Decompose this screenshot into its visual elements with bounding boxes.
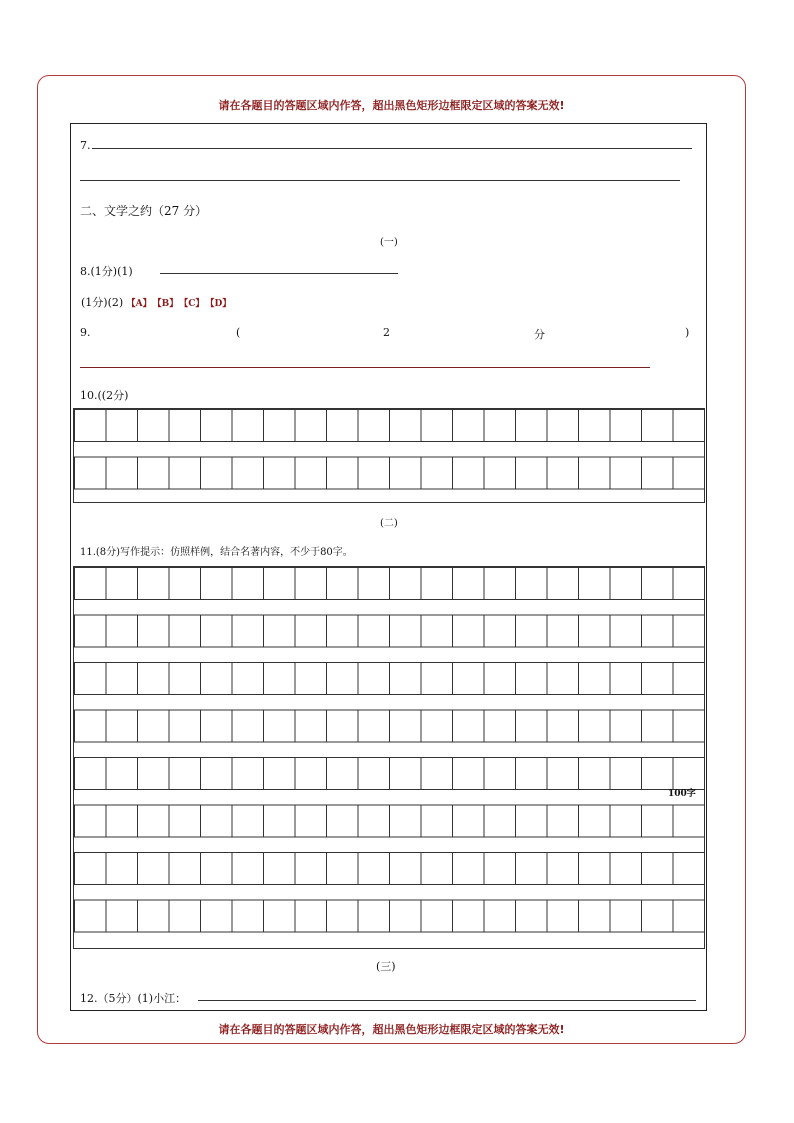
grid-svg — [74, 567, 704, 947]
grid-cell[interactable] — [390, 853, 422, 885]
grid-cell[interactable] — [201, 853, 233, 885]
grid-cell[interactable] — [390, 568, 422, 600]
grid-cell[interactable] — [75, 758, 107, 790]
grid-cell[interactable] — [169, 410, 201, 442]
grid-cell[interactable] — [327, 457, 359, 489]
grid-cell[interactable] — [484, 568, 516, 600]
grid-cell[interactable] — [327, 805, 359, 837]
grid-cell[interactable] — [264, 758, 296, 790]
grid-cell[interactable] — [169, 853, 201, 885]
q8-line2-label — [81, 294, 232, 310]
grid-cell[interactable] — [106, 457, 138, 489]
grid-cell[interactable] — [642, 457, 674, 489]
grid-cell[interactable] — [421, 758, 453, 790]
grid-cell[interactable] — [453, 805, 485, 837]
grid-cell[interactable] — [169, 457, 201, 489]
grid-cell[interactable] — [358, 615, 390, 647]
q11-writing-grid[interactable] — [73, 566, 705, 949]
grid-cell[interactable] — [358, 410, 390, 442]
part3-label: (三) — [376, 960, 396, 973]
grid-cell[interactable] — [484, 900, 516, 932]
grid-cell[interactable] — [453, 900, 485, 932]
grid-cell[interactable] — [421, 805, 453, 837]
grid-cell[interactable] — [421, 900, 453, 932]
grid-cell[interactable] — [138, 853, 170, 885]
grid-cell[interactable] — [327, 663, 359, 695]
grid-cell[interactable] — [579, 410, 611, 442]
grid-cell[interactable] — [421, 457, 453, 489]
grid-cell[interactable] — [75, 457, 107, 489]
grid-cell[interactable] — [547, 853, 579, 885]
grid-cell[interactable] — [106, 615, 138, 647]
grid-cell[interactable] — [547, 663, 579, 695]
grid-cell[interactable] — [579, 758, 611, 790]
grid-cell[interactable] — [201, 805, 233, 837]
grid-cell[interactable] — [484, 663, 516, 695]
q12-answer-line[interactable] — [198, 1000, 696, 1001]
grid-cell[interactable] — [138, 663, 170, 695]
grid-cell[interactable] — [642, 853, 674, 885]
grid-cell[interactable] — [358, 805, 390, 837]
grid-cell[interactable] — [232, 710, 264, 742]
grid-cell[interactable] — [358, 900, 390, 932]
grid-cell[interactable] — [610, 758, 642, 790]
grid-cell[interactable] — [516, 900, 548, 932]
q7-answer-line-1[interactable] — [92, 148, 692, 149]
grid-cell[interactable] — [610, 457, 642, 489]
part1-label: (一) — [380, 237, 398, 248]
grid-cell[interactable] — [642, 758, 674, 790]
grid-cell[interactable] — [201, 710, 233, 742]
grid-cell[interactable] — [642, 615, 674, 647]
grid-cell[interactable] — [516, 758, 548, 790]
q11-label: 11.(8分)写作提示：仿照样例，结合名著内容，不少于80字。 — [80, 547, 353, 558]
grid-cell[interactable] — [390, 805, 422, 837]
grid-cell[interactable] — [138, 615, 170, 647]
grid-cell[interactable] — [673, 663, 704, 695]
grid-cell[interactable] — [106, 853, 138, 885]
grid-cell[interactable] — [264, 457, 296, 489]
grid-cell[interactable] — [75, 805, 107, 837]
grid-cell[interactable] — [75, 900, 107, 932]
grid-cell[interactable] — [295, 615, 327, 647]
grid-cell[interactable] — [390, 663, 422, 695]
grid-cell[interactable] — [547, 568, 579, 600]
grid-cell[interactable] — [484, 410, 516, 442]
grid-cell[interactable] — [232, 568, 264, 600]
grid-cell[interactable] — [295, 457, 327, 489]
grid-cell[interactable] — [169, 568, 201, 600]
grid-cell[interactable] — [232, 410, 264, 442]
grid-cell[interactable] — [390, 900, 422, 932]
grid-cell[interactable] — [516, 710, 548, 742]
grid-cell[interactable] — [75, 410, 107, 442]
grid-cell[interactable] — [673, 410, 704, 442]
grid-cell[interactable] — [453, 710, 485, 742]
grid-cell[interactable] — [327, 758, 359, 790]
grid-cell[interactable] — [390, 615, 422, 647]
grid-cell[interactable] — [138, 758, 170, 790]
grid-cell[interactable] — [169, 805, 201, 837]
q9-unit: 分 — [534, 328, 545, 341]
q9-paren-open: ( — [236, 326, 241, 339]
grid-cell[interactable] — [673, 805, 704, 837]
grid-cell[interactable] — [673, 568, 704, 600]
option-d[interactable]: 【D】 — [205, 299, 232, 309]
grid-cell[interactable] — [106, 710, 138, 742]
grid-cell[interactable] — [579, 900, 611, 932]
grid-cell[interactable] — [264, 853, 296, 885]
grid-cell[interactable] — [106, 900, 138, 932]
grid-cell[interactable] — [138, 900, 170, 932]
grid-cell[interactable] — [169, 710, 201, 742]
grid-cell[interactable] — [453, 663, 485, 695]
grid-cell[interactable] — [75, 853, 107, 885]
grid-cell[interactable] — [516, 663, 548, 695]
grid-cell[interactable] — [610, 663, 642, 695]
grid-cell[interactable] — [421, 710, 453, 742]
grid-cell[interactable] — [610, 900, 642, 932]
grid-cell[interactable] — [264, 410, 296, 442]
grid-cell[interactable] — [579, 805, 611, 837]
grid-cell[interactable] — [201, 615, 233, 647]
grid-cell[interactable] — [484, 758, 516, 790]
grid-cell[interactable] — [610, 710, 642, 742]
grid-cell[interactable] — [295, 568, 327, 600]
grid-cell[interactable] — [673, 853, 704, 885]
grid-cell[interactable] — [169, 758, 201, 790]
grid-cell[interactable] — [138, 710, 170, 742]
grid-cell[interactable] — [390, 758, 422, 790]
grid-cell[interactable] — [138, 457, 170, 489]
grid-cell[interactable] — [106, 663, 138, 695]
grid-cell[interactable] — [295, 410, 327, 442]
grid-cell[interactable] — [138, 410, 170, 442]
grid-cell[interactable] — [358, 568, 390, 600]
grid-cell[interactable] — [642, 568, 674, 600]
grid-cell[interactable] — [390, 457, 422, 489]
grid-cell[interactable] — [516, 615, 548, 647]
grid-cell[interactable] — [547, 457, 579, 489]
grid-cell[interactable] — [673, 710, 704, 742]
grid-cell[interactable] — [295, 710, 327, 742]
grid-cell[interactable] — [264, 805, 296, 837]
q8-answer-line[interactable] — [160, 273, 398, 274]
grid-cell[interactable] — [327, 853, 359, 885]
grid-cell[interactable] — [138, 805, 170, 837]
grid-cell[interactable] — [484, 710, 516, 742]
word-count-marker: 100字 — [668, 789, 696, 799]
grid-cell[interactable] — [516, 805, 548, 837]
grid-cell[interactable] — [547, 615, 579, 647]
grid-cell[interactable] — [264, 568, 296, 600]
grid-cell[interactable] — [327, 568, 359, 600]
grid-cell[interactable] — [327, 410, 359, 442]
grid-cell[interactable] — [453, 410, 485, 442]
grid-cell[interactable] — [642, 805, 674, 837]
grid-cell[interactable] — [453, 758, 485, 790]
q8-line2-text: (1分)(2) — [81, 296, 124, 309]
section2-title: 二、文学之约（27 分） — [80, 204, 208, 218]
grid-cell[interactable] — [75, 710, 107, 742]
grid-cell[interactable] — [579, 663, 611, 695]
grid-cell[interactable] — [579, 853, 611, 885]
grid-cell[interactable] — [295, 805, 327, 837]
grid-cell[interactable] — [264, 710, 296, 742]
grid-cell[interactable] — [579, 568, 611, 600]
grid-cell[interactable] — [642, 663, 674, 695]
q7-answer-line-2[interactable] — [80, 180, 680, 181]
grid-cell[interactable] — [453, 615, 485, 647]
grid-cell[interactable] — [421, 568, 453, 600]
grid-cell[interactable] — [390, 410, 422, 442]
grid-cell[interactable] — [75, 568, 107, 600]
grid-cell[interactable] — [232, 853, 264, 885]
grid-cell[interactable] — [327, 900, 359, 932]
grid-cell[interactable] — [547, 900, 579, 932]
notice-bottom: 请在各题目的答题区域内作答，超出黑色矩形边框限定区域的答案无效! — [218, 1023, 565, 1036]
grid-cell[interactable] — [201, 758, 233, 790]
grid-cell[interactable] — [358, 853, 390, 885]
grid-cell[interactable] — [421, 853, 453, 885]
grid-cell[interactable] — [516, 410, 548, 442]
grid-cell[interactable] — [295, 853, 327, 885]
q12-label: 12.（5分）(1)小江： — [80, 992, 187, 1005]
grid-cell[interactable] — [232, 805, 264, 837]
grid-cell[interactable] — [453, 457, 485, 489]
grid-cell[interactable] — [232, 457, 264, 489]
option-b[interactable]: 【B】 — [152, 299, 179, 309]
grid-cell[interactable] — [327, 615, 359, 647]
grid-cell[interactable] — [201, 410, 233, 442]
grid-cell[interactable] — [610, 410, 642, 442]
grid-cell[interactable] — [106, 758, 138, 790]
grid-cell[interactable] — [106, 568, 138, 600]
grid-cell[interactable] — [295, 663, 327, 695]
grid-cell[interactable] — [358, 663, 390, 695]
grid-cell[interactable] — [264, 663, 296, 695]
grid-cell[interactable] — [106, 410, 138, 442]
grid-cell[interactable] — [484, 853, 516, 885]
q10-label: 10.((2分) — [80, 389, 129, 402]
grid-cell[interactable] — [516, 457, 548, 489]
grid-cell[interactable] — [264, 615, 296, 647]
q9-paren-close: ) — [685, 326, 690, 339]
grid-cell[interactable] — [453, 853, 485, 885]
grid-cell[interactable] — [484, 457, 516, 489]
option-a[interactable]: 【A】 — [126, 299, 152, 309]
grid-cell[interactable] — [75, 615, 107, 647]
q10-writing-grid[interactable] — [73, 408, 705, 503]
grid-cell[interactable] — [516, 568, 548, 600]
grid-cell[interactable] — [201, 568, 233, 600]
grid-cell[interactable] — [673, 615, 704, 647]
grid-cell[interactable] — [358, 457, 390, 489]
grid-cell[interactable] — [138, 568, 170, 600]
grid-cell[interactable] — [610, 853, 642, 885]
grid-cell[interactable] — [516, 853, 548, 885]
grid-cell[interactable] — [295, 758, 327, 790]
grid-cell[interactable] — [358, 710, 390, 742]
part2-label: (二) — [380, 518, 398, 529]
grid-cell[interactable] — [579, 710, 611, 742]
grid-cell[interactable] — [453, 568, 485, 600]
grid-cell[interactable] — [642, 410, 674, 442]
grid-cell[interactable] — [421, 615, 453, 647]
grid-cell[interactable] — [579, 457, 611, 489]
grid-cell[interactable] — [327, 710, 359, 742]
q8-line1-label: 8.(1分)(1) — [80, 265, 133, 278]
grid-cell[interactable] — [201, 900, 233, 932]
grid-cell[interactable] — [421, 410, 453, 442]
grid-cell[interactable] — [579, 615, 611, 647]
grid-cell[interactable] — [169, 900, 201, 932]
grid-cell[interactable] — [358, 758, 390, 790]
grid-cell[interactable] — [106, 805, 138, 837]
notice-top: 请在各题目的答题区域内作答，超出黑色矩形边框限定区域的答案无效! — [218, 99, 565, 112]
grid-cell[interactable] — [264, 900, 296, 932]
option-c[interactable]: 【C】 — [179, 299, 205, 309]
grid-cell[interactable] — [673, 758, 704, 790]
q9-answer-line[interactable] — [80, 367, 650, 368]
q9-label: 9. — [80, 326, 91, 339]
grid-cell[interactable] — [610, 615, 642, 647]
grid-cell[interactable] — [642, 710, 674, 742]
grid-cell[interactable] — [169, 663, 201, 695]
grid-cell[interactable] — [610, 568, 642, 600]
q9-score: 2 — [383, 326, 390, 339]
grid-cell[interactable] — [295, 900, 327, 932]
grid-cell[interactable] — [673, 457, 704, 489]
grid-cell[interactable] — [484, 615, 516, 647]
q7-label: 7. — [80, 139, 91, 152]
grid-cell[interactable] — [201, 457, 233, 489]
grid-cell[interactable] — [547, 410, 579, 442]
grid-cell[interactable] — [75, 663, 107, 695]
grid-svg — [74, 409, 704, 504]
grid-cell[interactable] — [673, 900, 704, 932]
grid-cell[interactable] — [547, 805, 579, 837]
grid-cell[interactable] — [169, 615, 201, 647]
grid-cell[interactable] — [390, 710, 422, 742]
grid-cell[interactable] — [421, 663, 453, 695]
grid-cell[interactable] — [232, 615, 264, 647]
grid-cell[interactable] — [232, 758, 264, 790]
grid-cell[interactable] — [610, 805, 642, 837]
grid-cell[interactable] — [547, 710, 579, 742]
grid-cell[interactable] — [484, 805, 516, 837]
grid-cell[interactable] — [232, 663, 264, 695]
grid-cell[interactable] — [547, 758, 579, 790]
grid-cell[interactable] — [232, 900, 264, 932]
grid-cell[interactable] — [201, 663, 233, 695]
grid-cell[interactable] — [642, 900, 674, 932]
